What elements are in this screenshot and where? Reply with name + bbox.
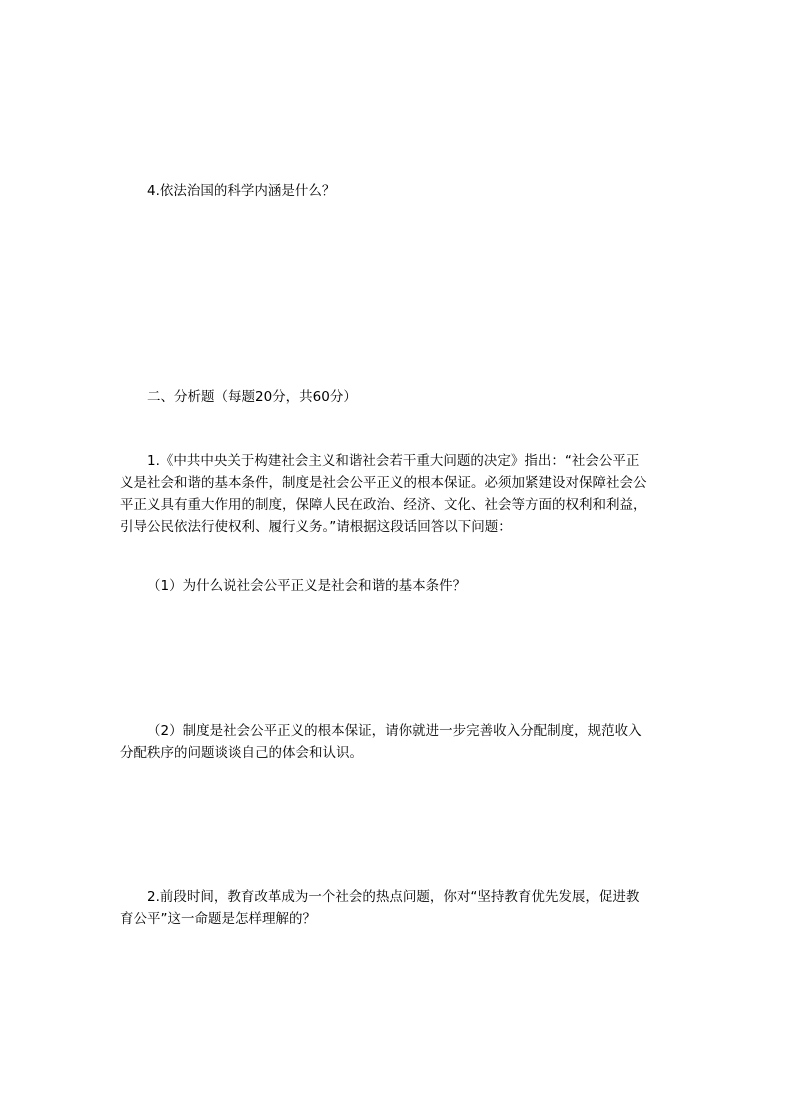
analysis-question-2-line-2: 育公平”这一命题是怎样理解的？ (120, 911, 316, 927)
analysis-question-1-sub-2-line-1: （2）制度是社会公平正义的根本保证，请你就进一步完善收入分配制度，规范收入 (147, 723, 642, 739)
analysis-question-1-sub-1: （1）为什么说社会公平正义是社会和谐的基本条件？ (147, 578, 467, 594)
analysis-question-2 (120, 886, 680, 930)
analysis-question-1-line-3: 平正义具有重大作用的制度，保障人民在政治、经济、文化、社会等方面的权利和利益， (120, 497, 647, 513)
analysis-question-2-line-1: 2.前段时间，教育改革成为一个社会的热点问题，你对“坚持教育优先发展，促进教 (147, 889, 640, 905)
analysis-question-1-sub-2 (120, 720, 680, 764)
question-4: 4.依法治国的科学内涵是什么？ (147, 183, 336, 199)
analysis-question-1-line-2: 义是社会和谐的基本条件，制度是社会公平正义的根本保证。必须加紧建设对保障社会公 (120, 475, 647, 491)
analysis-question-1-sub-2-line-2: 分配秩序的问题谈谈自己的体会和认识。 (120, 745, 363, 761)
analysis-question-1-line-4: 引导公民依法行使权利、履行义务。”请根据这段话回答以下问题： (120, 519, 512, 535)
analysis-question-1-line-1: 1.《中共中央关于构建社会主义和谐社会若干重大问题的决定》指出：“社会公平正 (147, 453, 640, 469)
section-2-heading: 二、分析题（每题20分，共60分） (147, 389, 357, 405)
analysis-question-1-stem (120, 450, 680, 538)
